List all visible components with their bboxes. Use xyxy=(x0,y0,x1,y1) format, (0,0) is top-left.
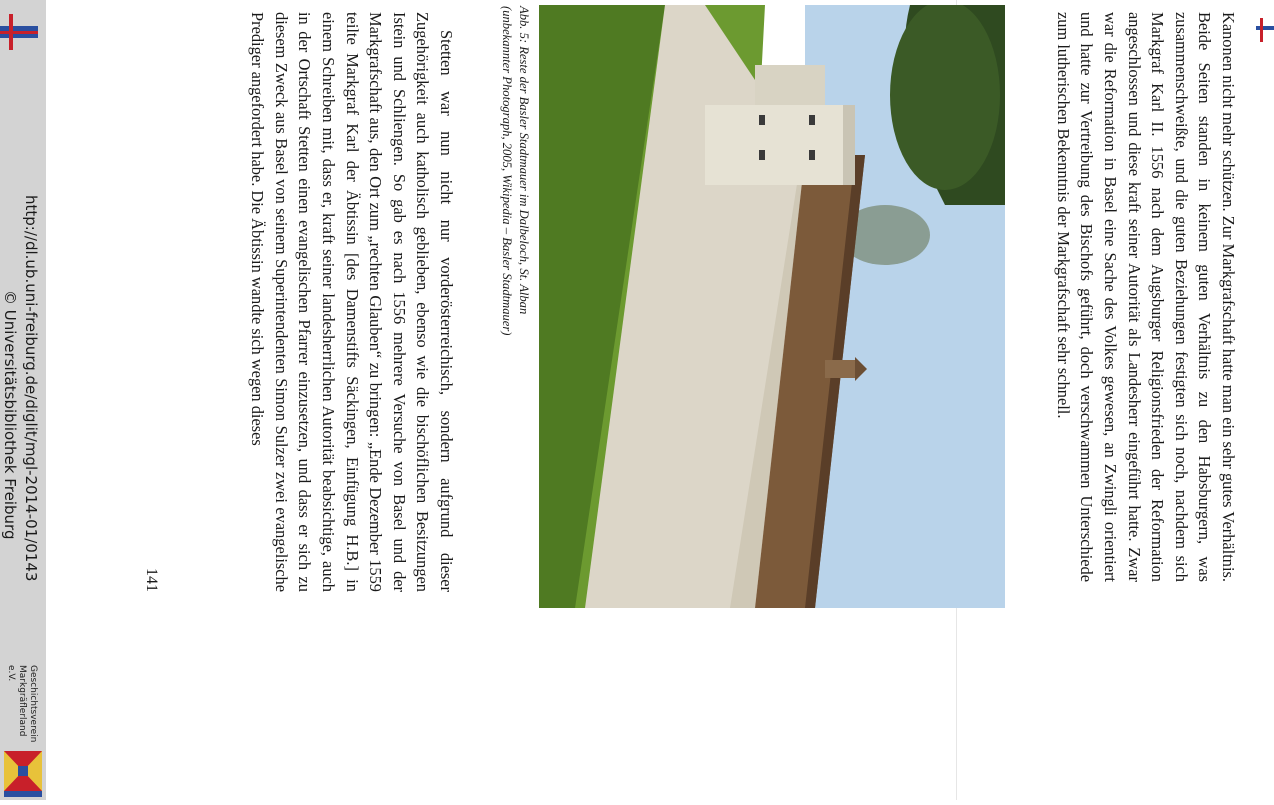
scanned-page xyxy=(80,0,1240,800)
coat-of-arms-icon xyxy=(0,745,46,800)
library-credit-vertical: © Universitätsbibliothek Freiburg xyxy=(1,290,19,540)
caption-line-2: (unbekannter Photograph, 2005, Wikipedia – Basler Stadtmauer) xyxy=(500,6,514,336)
page-number: 141 xyxy=(143,568,160,592)
flag-icon-right xyxy=(1256,18,1274,42)
body-paragraph-top: Kanonen nicht mehr schützen. Zur Markgrafschaft hatte man ein sehr gutes Verhältnis. Beide Seiten standen in keinem guten Verhältnis zu den Habsburgern, was zusammenschweißte, und die guten Beziehungen festigten sich noch, nachdem sich Markgraf Karl II. 1556 nach dem Augsburger Religionsfrieden der Reformation angeschlossen und diese kraft seiner Autorität als Landesherr eingeführt hatte. Zwar war die Reformation in Basel eine Sache des Volkes gewesen, an Zwingli orientiert und hatte zur Vertreibung des Bischofs geführt, doch verschwammen Unterschiede zum lutherischen Bekenntnis der Markgrafschaft sehr schnell. xyxy=(1053,12,1238,582)
city-wall-photo xyxy=(539,5,1005,608)
figure-caption xyxy=(482,6,532,596)
viewer-left-strip xyxy=(0,0,46,800)
source-url-vertical[interactable]: http://dl.ub.uni-freiburg.de/diglit/mgl-2014-01/0143 xyxy=(22,195,40,582)
caption-line-1: Abb. 5: Reste der Basler Stadtmauer im Dalbeloch, St. Alban xyxy=(517,6,531,315)
body-paragraph-bottom: Stetten war nun nicht nur vorderösterreichisch, sondern aufgrund dieser Zugehörigkeit auch katholisch geblieben, ebenso wie die bischöflichen Besitzungen Istein und Schliengen. So gab es nach 1556 mehrere Versuche von Basel und der Markgrafschaft aus, den Ort zum „rechten Glauben“ zu bringen: „Ende Dezember 1559 teilte Markgraf Karl der Äbtissin [des Damenstifts Säckingen, Einfügung H.B.] in einem Schreiben mit, dass er, kraft seiner landesherrlichen Autorität beabsichtige, auch in der Ortschaft Stetten einen evangelischen Pfarrer einzusetzen, und dass er sich zu diesem Zweck aus Basel von seinem Superintendenten Simon Sulzer zwei evangelische Prediger angefordert habe. Die Äbtissin wandte sich wegen dieses xyxy=(248,12,456,592)
publisher-label-vertical: Geschichtsverein Markgräflerland e.V. xyxy=(6,665,38,743)
